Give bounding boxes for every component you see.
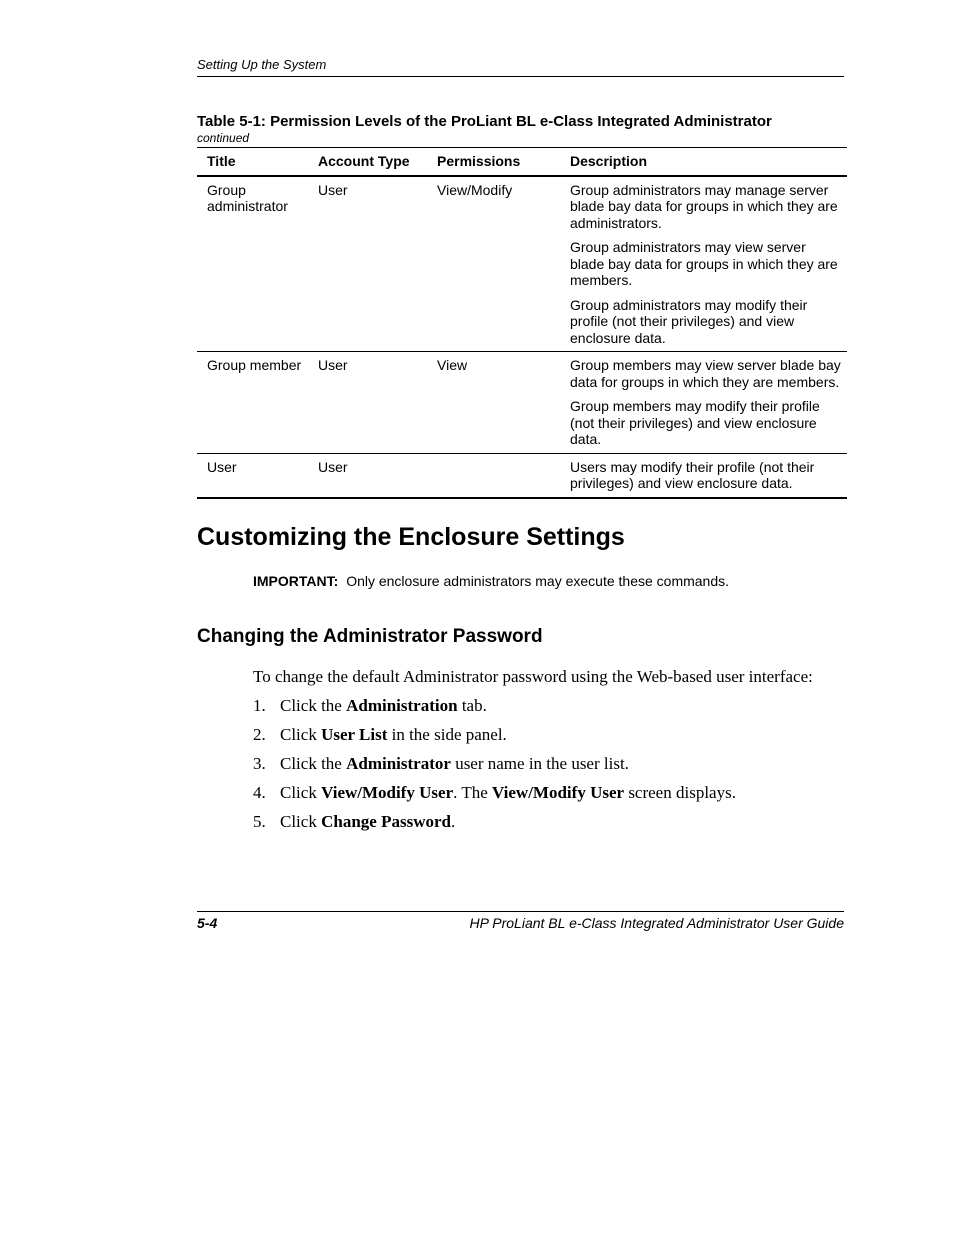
table-caption bbox=[197, 113, 847, 145]
step-text: Click bbox=[280, 725, 322, 744]
step-ui-term: View/Modify User bbox=[492, 783, 625, 802]
step-text: tab. bbox=[457, 696, 487, 715]
description-paragraph: Group members may view server blade bay data for groups in which they are members. bbox=[570, 357, 841, 390]
cell-description bbox=[560, 176, 847, 352]
step-text: . The bbox=[453, 783, 493, 802]
running-header bbox=[197, 56, 844, 77]
subsection-heading: Changing the Administrator Password bbox=[197, 626, 543, 647]
procedure-step bbox=[253, 754, 736, 783]
important-note bbox=[253, 573, 729, 590]
step-number: 3. bbox=[253, 754, 266, 773]
column-header-description: Description bbox=[560, 148, 847, 176]
guide-title: HP ProLiant BL e-Class Integrated Administrator User Guide bbox=[469, 915, 844, 931]
table-header-row bbox=[197, 148, 847, 176]
table-caption-continued: continued bbox=[197, 131, 250, 145]
table-caption-title: Table 5-1: Permission Levels of the ProLiant BL e-Class Integrated Administrator bbox=[197, 113, 772, 130]
step-ui-term: Change Password bbox=[321, 812, 451, 831]
column-header-title: Title bbox=[197, 148, 308, 176]
permission-levels-table bbox=[197, 147, 847, 499]
step-number: 2. bbox=[253, 725, 266, 744]
column-header-account-type: Account Type bbox=[308, 148, 427, 176]
section-heading: Customizing the Enclosure Settings bbox=[197, 523, 625, 551]
procedure-steps bbox=[253, 696, 736, 841]
cell-permissions: View/Modify bbox=[427, 176, 560, 352]
description-paragraph: Group administrators may view server blade bay data for groups in which they are members. bbox=[570, 239, 838, 288]
table-row bbox=[197, 176, 847, 352]
step-text: Click the bbox=[280, 754, 347, 773]
step-number: 4. bbox=[253, 783, 266, 802]
procedure-step bbox=[253, 725, 736, 754]
running-header-title: Setting Up the System bbox=[197, 57, 327, 72]
cell-description bbox=[560, 352, 847, 454]
table-row bbox=[197, 453, 847, 498]
cell-account-type: User bbox=[308, 453, 427, 498]
cell-title: User bbox=[197, 453, 308, 498]
cell-title: Group member bbox=[197, 352, 308, 454]
cell-permissions: View bbox=[427, 352, 560, 454]
cell-description bbox=[560, 453, 847, 498]
step-text: Click bbox=[280, 812, 322, 831]
step-ui-term: Administration bbox=[346, 696, 458, 715]
step-ui-term: User List bbox=[321, 725, 388, 744]
table-row bbox=[197, 352, 847, 454]
procedure-step bbox=[253, 812, 736, 841]
important-label: IMPORTANT: bbox=[253, 573, 339, 589]
procedure-step bbox=[253, 696, 736, 725]
description-paragraph: Group administrators may manage server blade bay data for groups in which they are administrators. bbox=[570, 181, 838, 231]
procedure-intro: To change the default Administrator password using the Web-based user interface: bbox=[253, 667, 813, 686]
procedure-step bbox=[253, 783, 736, 812]
description-paragraph: Group administrators may modify their profile (not their privileges) and view enclosure data. bbox=[570, 296, 808, 346]
cell-title: Group administrator bbox=[197, 176, 308, 352]
cell-account-type: User bbox=[308, 352, 427, 454]
cell-account-type: User bbox=[308, 176, 427, 352]
step-ui-term: Administrator bbox=[346, 754, 451, 773]
step-text: in the side panel. bbox=[387, 725, 507, 744]
description-paragraph: Users may modify their profile (not their privileges) and view enclosure data. bbox=[570, 458, 815, 491]
page-number: 5-4 bbox=[197, 915, 218, 931]
running-footer bbox=[197, 911, 844, 932]
column-header-permissions: Permissions bbox=[427, 148, 560, 176]
step-text: Click the bbox=[280, 696, 347, 715]
step-number: 5. bbox=[253, 812, 266, 831]
cell-permissions bbox=[427, 453, 560, 498]
step-number: 1. bbox=[253, 696, 266, 715]
step-text: screen displays. bbox=[624, 783, 736, 802]
important-text: Only enclosure administrators may execute these commands. bbox=[346, 573, 730, 589]
step-ui-term: View/Modify User bbox=[321, 783, 454, 802]
step-text: user name in the user list. bbox=[450, 754, 629, 773]
description-paragraph: Group members may modify their profile (not their privileges) and view enclosure data. bbox=[570, 398, 820, 447]
step-text: Click bbox=[280, 783, 322, 802]
step-text: . bbox=[450, 812, 456, 831]
